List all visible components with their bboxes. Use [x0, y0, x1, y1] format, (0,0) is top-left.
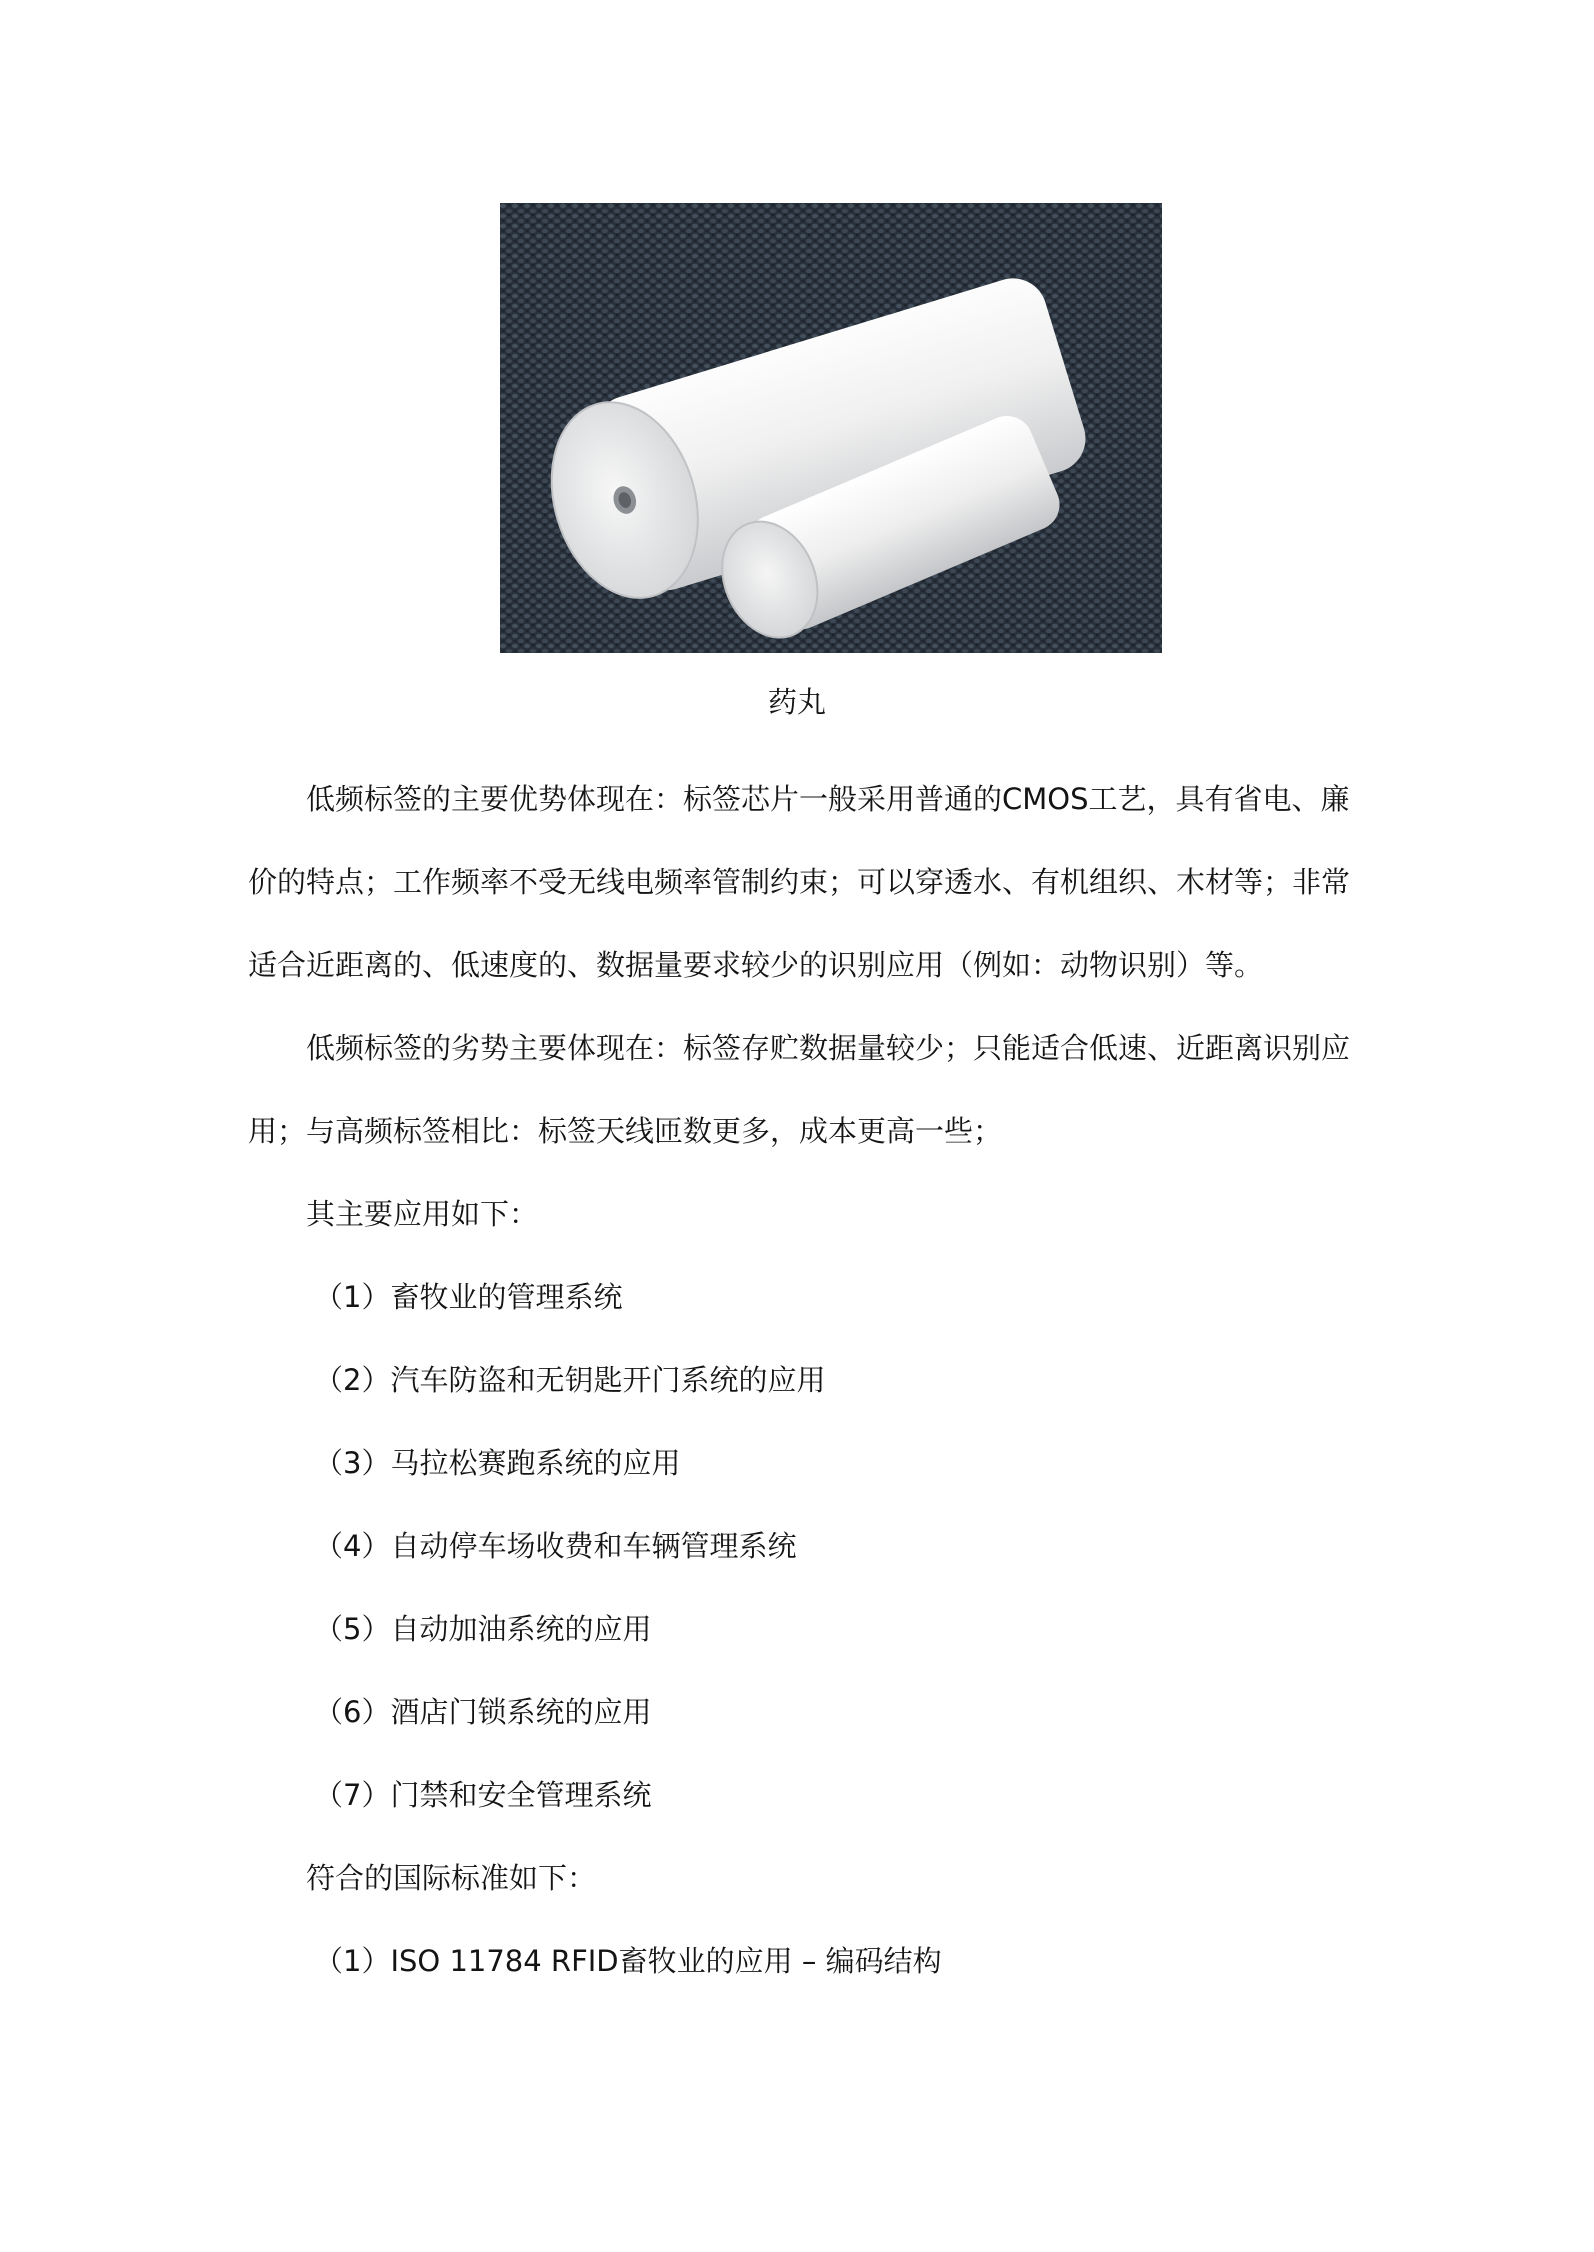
- standards-intro: 符合的国际标准如下：: [306, 1861, 597, 1895]
- product-photo: [500, 203, 1162, 653]
- application-item: （7）门禁和安全管理系统: [314, 1778, 652, 1812]
- standard-item: （1）ISO 11784 RFID畜牧业的应用 – 编码结构: [314, 1944, 942, 1978]
- application-item: （5）自动加油系统的应用: [314, 1612, 652, 1646]
- application-item: （3）马拉松赛跑系统的应用: [314, 1446, 681, 1480]
- application-item: （6）酒店门锁系统的应用: [314, 1695, 652, 1729]
- advantages-paragraph: 低频标签的主要优势体现在：标签芯片一般采用普通的CMOS工艺，具有省电、廉价的特点；工作频率不受无线电频率管制约束；可以穿透水、有机组织、木材等；非常适合近距离的、低速度的、数据量要求较少的识别应用（例如：动物识别）等。: [248, 782, 1351, 982]
- figure-caption: 药丸: [767, 685, 826, 719]
- application-item: （1）畜牧业的管理系统: [314, 1280, 623, 1314]
- disadvantages-paragraph: 低频标签的劣势主要体现在：标签存贮数据量较少；只能适合低速、近距离识别应用；与高频标签相比：标签天线匝数更多，成本更高一些；: [248, 1031, 1351, 1148]
- body-text: [248, 758, 1358, 2003]
- pill-tags-image: [500, 203, 1162, 653]
- applications-intro: 其主要应用如下：: [306, 1197, 539, 1231]
- application-item: （4）自动停车场收费和车辆管理系统: [314, 1529, 797, 1563]
- application-item: （2）汽车防盗和无钥匙开门系统的应用: [314, 1363, 826, 1397]
